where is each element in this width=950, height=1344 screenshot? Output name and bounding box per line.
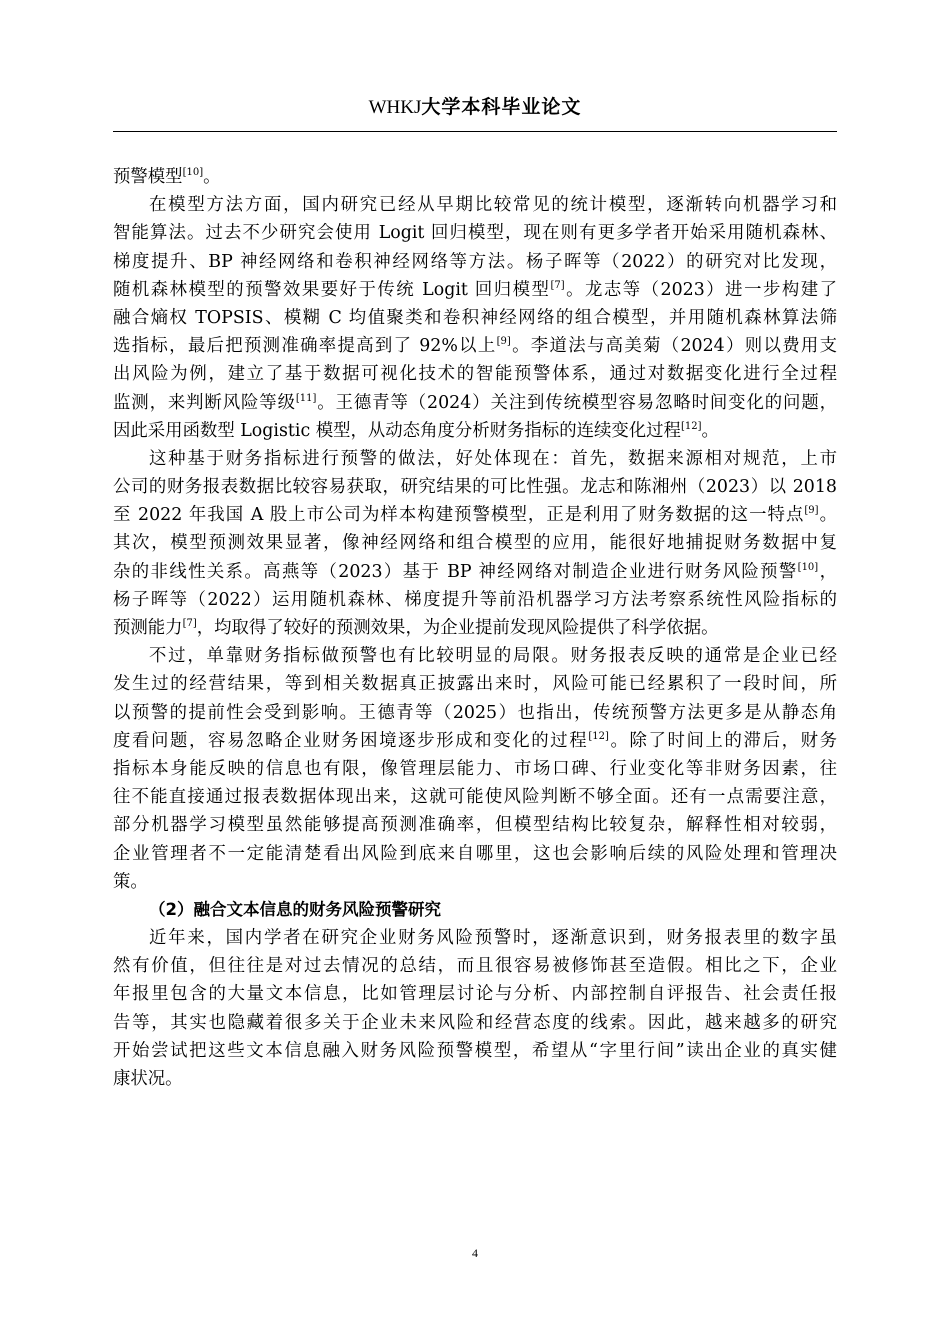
citation: [7]: [550, 279, 565, 291]
text-line: 杂的非线性关系。高燕等（2023）基于 BP 神经网络对制造企业进行财务风险预警[10]，: [113, 561, 837, 582]
body-text: [113, 163, 837, 1093]
citation: [9]: [804, 505, 819, 517]
text-line: 因此采用函数型 Logistic 模型，从动态角度分析财务指标的连续变化过程[12]。: [113, 420, 719, 441]
text-line: 梯度提升、BP 神经网络和卷积神经网络等方法。杨子晖等（2022）的研究对比发现，: [113, 251, 837, 272]
text-line: 出风险为例，建立了基于数据可视化技术的智能预警体系，通过对数据变化进行全过程: [113, 364, 837, 385]
text-line: 这种基于财务指标进行预警的做法，好处体现在：首先，数据来源相对规范，上市: [149, 448, 837, 469]
section-subheading: （2）融合文本信息的财务风险预警研究: [149, 899, 441, 919]
header-rule: [113, 131, 837, 132]
text-line: 开始尝试把这些文本信息融入财务风险预警模型，希望从“字里行间”读出企业的真实健: [113, 1040, 837, 1061]
text-line: 预测能力[7]，均取得了较好的预测效果，为企业提前发现风险提供了科学依据。: [113, 618, 719, 638]
text-line: 至 2022 年我国 A 股上市公司为样本构建预警模型，正是利用了财务数据的这一特点[9]。: [113, 505, 837, 526]
header-title: 大学本科毕业论文: [421, 96, 582, 118]
text-line: 近年来，国内学者在研究企业财务风险预警时，逐渐意识到，财务报表里的数字虽: [149, 928, 837, 949]
text-line: 年报里包含的大量文本信息，比如管理层讨论与分析、内部控制自评报告、社会责任报: [113, 984, 837, 1005]
text-line: 告等，其实也隐藏着很多关于企业未来风险和经营态度的线索。因此，越来越多的研究: [113, 1012, 837, 1033]
text-line: 然有价值，但往往是对过去情况的总结，而且很容易被修饰甚至造假。相比之下，企业: [113, 956, 837, 977]
text-line: 监测，来判断风险等级[11]。王德青等（2024）关注到传统模型容易忽略时间变化的问题，: [113, 392, 837, 413]
text-line: 以预警的提前性会受到影响。王德青等（2025）也指出，传统预警方法更多是从静态角: [113, 702, 837, 723]
citation: [10]: [797, 561, 819, 573]
text-line: 康状况。: [113, 1069, 183, 1089]
text-line: 公司的财务报表数据比较容易获取，研究结果的可比性强。龙志和陈湘州（2023）以 2018: [113, 477, 837, 498]
citation: [9]: [496, 336, 511, 348]
citation: [7]: [182, 618, 197, 630]
text-line: 智能算法。过去不少研究会使用 Logit 回归模型，现在则有更多学者开始采用随机森林、: [113, 223, 837, 244]
text-line: 杨子晖等（2022）运用随机森林、梯度提升等前沿机器学习方法考察系统性风险指标的: [113, 589, 837, 610]
citation: [12]: [588, 730, 609, 742]
citation: [11]: [295, 392, 317, 404]
text-line: 融合熵权 TOPSIS、模糊 C 均值聚类和卷积神经网络的组合模型，并用随机森林算法筛: [113, 307, 837, 328]
text-line: 策。: [113, 871, 148, 892]
text-line: 发生过的经营结果，等到相关数据真正披露出来时，风险可能已经累积了一段时间，所: [113, 674, 837, 695]
header-org: WHKJ: [368, 97, 422, 118]
text-line: 在模型方法方面，国内研究已经从早期比较常见的统计模型，逐渐转向机器学习和: [149, 195, 837, 216]
text-line: 选指标，最后把预测准确率提高到了 92%以上[9]。李道法与高美菊（2024）则以费用支: [113, 336, 838, 357]
text-line: 预警模型[10]。: [113, 167, 221, 187]
text-line: 随机森林模型的预警效果要好于传统 Logit 回归模型[7]。龙志等（2023）进一步构建了: [113, 279, 837, 300]
page-header: [0, 92, 950, 119]
text-line: 度看问题，容易忽略企业财务困境逐步形成和变化的过程[12]。除了时间上的滞后，财务: [113, 730, 837, 751]
citation: [12]: [680, 420, 702, 432]
text-line: 指标本身能反映的信息也有限，像管理层能力、市场口碑、行业变化等非财务因素，往: [113, 758, 837, 779]
text-line: 往不能直接通过报表数据体现出来，这就可能使风险判断不够全面。还有一点需要注意，: [113, 787, 837, 808]
citation: [10]: [182, 167, 204, 179]
text-line: 企业管理者不一定能清楚看出风险到底来自哪里，这也会影响后续的风险处理和管理决: [113, 843, 837, 864]
text-line: 部分机器学习模型虽然能够提高预测准确率，但模型结构比较复杂，解释性相对较弱，: [113, 815, 837, 836]
page-number: 4: [472, 1246, 478, 1260]
text-line: 其次，模型预测效果显著，像神经网络和组合模型的应用，能很好地捕捉财务数据中复: [113, 533, 837, 554]
text-line: 不过，单靠财务指标做预警也有比较明显的局限。财务报表反映的通常是企业已经: [149, 646, 837, 667]
